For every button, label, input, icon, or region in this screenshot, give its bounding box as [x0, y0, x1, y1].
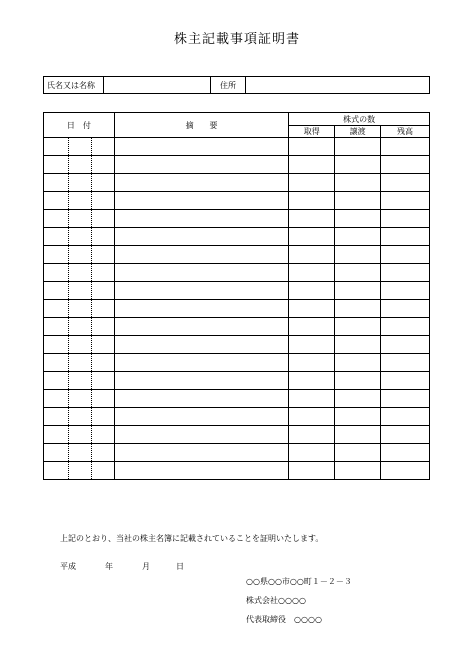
balance-cell[interactable] — [381, 264, 430, 282]
acquired-cell[interactable] — [289, 192, 335, 210]
share-ledger-table — [43, 112, 430, 480]
date-day-cell[interactable] — [91, 444, 114, 462]
balance-cell[interactable] — [381, 444, 430, 462]
balance-cell[interactable] — [381, 210, 430, 228]
date-day-cell[interactable] — [91, 246, 114, 264]
address-field[interactable] — [246, 77, 430, 94]
acquired-cell[interactable] — [289, 372, 335, 390]
date-month-cell[interactable] — [68, 336, 91, 354]
summary-cell[interactable] — [114, 138, 289, 156]
acquired-cell[interactable] — [289, 210, 335, 228]
date-month-cell[interactable] — [68, 462, 91, 480]
name-field[interactable] — [104, 77, 211, 94]
summary-cell[interactable] — [114, 390, 289, 408]
shareholder-info-table — [43, 76, 430, 94]
date-era: 平成 — [60, 562, 76, 571]
summary-cell[interactable] — [114, 174, 289, 192]
balance-cell[interactable] — [381, 462, 430, 480]
balance-cell[interactable] — [381, 372, 430, 390]
summary-cell[interactable] — [114, 354, 289, 372]
date-month-cell[interactable] — [68, 264, 91, 282]
summary-header: 摘 要 — [114, 113, 289, 138]
date-header: 日 付 — [44, 113, 115, 138]
date-year-cell[interactable] — [44, 228, 69, 246]
transferred-cell[interactable] — [335, 210, 381, 228]
date-day-cell[interactable] — [91, 228, 114, 246]
balance-cell[interactable] — [381, 390, 430, 408]
date-month-cell[interactable] — [68, 300, 91, 318]
summary-cell[interactable] — [114, 372, 289, 390]
ledger-row — [44, 228, 430, 246]
transferred-cell[interactable] — [335, 282, 381, 300]
transferred-cell[interactable] — [335, 336, 381, 354]
ledger-row — [44, 390, 430, 408]
acquired-cell[interactable] — [289, 246, 335, 264]
date-day-cell[interactable] — [91, 156, 114, 174]
balance-cell[interactable] — [381, 282, 430, 300]
transferred-cell[interactable] — [335, 138, 381, 156]
acquired-cell[interactable] — [289, 390, 335, 408]
summary-cell[interactable] — [114, 264, 289, 282]
name-label: 氏名又は名称 — [44, 77, 104, 94]
ledger-row — [44, 210, 430, 228]
transferred-cell[interactable] — [335, 426, 381, 444]
date-month-cell[interactable] — [68, 192, 91, 210]
summary-cell[interactable] — [114, 444, 289, 462]
ledger-row — [44, 138, 430, 156]
date-month-cell[interactable] — [68, 174, 91, 192]
transferred-cell[interactable] — [335, 354, 381, 372]
acquired-cell[interactable] — [289, 408, 335, 426]
ledger-row — [44, 426, 430, 444]
acquired-cell[interactable] — [289, 174, 335, 192]
balance-cell[interactable] — [381, 246, 430, 264]
acquired-cell[interactable] — [289, 138, 335, 156]
date-day-cell[interactable] — [91, 408, 114, 426]
balance-cell[interactable] — [381, 426, 430, 444]
balance-cell[interactable] — [381, 228, 430, 246]
date-month-cell[interactable] — [68, 444, 91, 462]
date-day-cell[interactable] — [91, 174, 114, 192]
summary-cell[interactable] — [114, 300, 289, 318]
acquired-header: 取得 — [289, 126, 335, 138]
date-day-cell[interactable] — [91, 372, 114, 390]
date-day-cell[interactable] — [91, 426, 114, 444]
acquired-cell[interactable] — [289, 228, 335, 246]
date-year-cell[interactable] — [44, 462, 69, 480]
date-day-cell[interactable] — [91, 264, 114, 282]
balance-cell[interactable] — [381, 300, 430, 318]
ledger-row — [44, 192, 430, 210]
ledger-row — [44, 444, 430, 462]
date-year-cell[interactable] — [44, 336, 69, 354]
ledger-rows — [44, 138, 430, 480]
ledger-row — [44, 462, 430, 480]
balance-cell[interactable] — [381, 408, 430, 426]
certification-statement: 上記のとおり、当社の株主名簿に記載されていることを証明いたします。 — [60, 534, 324, 543]
summary-cell[interactable] — [114, 318, 289, 336]
ledger-row — [44, 174, 430, 192]
summary-cell[interactable] — [114, 336, 289, 354]
acquired-cell[interactable] — [289, 462, 335, 480]
representative-name: 代表取締役 ○○○○ — [246, 615, 322, 624]
date-year-cell[interactable] — [44, 174, 69, 192]
balance-cell[interactable] — [381, 174, 430, 192]
ledger-row — [44, 372, 430, 390]
summary-cell[interactable] — [114, 192, 289, 210]
balance-cell[interactable] — [381, 138, 430, 156]
date-month-cell[interactable] — [68, 156, 91, 174]
date-year-cell[interactable] — [44, 156, 69, 174]
date-year-cell[interactable] — [44, 372, 69, 390]
date-year-cell[interactable] — [44, 192, 69, 210]
date-day-cell[interactable] — [91, 336, 114, 354]
summary-cell[interactable] — [114, 408, 289, 426]
address-label: 住所 — [211, 77, 246, 94]
date-year: 年 — [105, 562, 113, 571]
date-month-cell[interactable] — [68, 138, 91, 156]
acquired-cell[interactable] — [289, 282, 335, 300]
ledger-row — [44, 336, 430, 354]
ledger-row — [44, 156, 430, 174]
date-year-cell[interactable] — [44, 426, 69, 444]
acquired-cell[interactable] — [289, 300, 335, 318]
balance-header: 残高 — [381, 126, 430, 138]
balance-cell[interactable] — [381, 336, 430, 354]
date-month-cell[interactable] — [68, 408, 91, 426]
ledger-row — [44, 264, 430, 282]
date-year-cell[interactable] — [44, 300, 69, 318]
date-month-cell[interactable] — [68, 390, 91, 408]
date-year-cell[interactable] — [44, 390, 69, 408]
document-title: 株主記載事項証明書 — [173, 32, 300, 47]
balance-cell[interactable] — [381, 192, 430, 210]
summary-cell[interactable] — [114, 426, 289, 444]
acquired-cell[interactable] — [289, 318, 335, 336]
ledger-row — [44, 354, 430, 372]
date-year-cell[interactable] — [44, 264, 69, 282]
transferred-cell[interactable] — [335, 408, 381, 426]
summary-cell[interactable] — [114, 282, 289, 300]
ledger-row — [44, 408, 430, 426]
acquired-cell[interactable] — [289, 426, 335, 444]
balance-cell[interactable] — [381, 156, 430, 174]
company-name: 株式会社○○○○ — [246, 596, 306, 605]
acquired-cell[interactable] — [289, 354, 335, 372]
acquired-cell[interactable] — [289, 156, 335, 174]
transferred-cell[interactable] — [335, 372, 381, 390]
acquired-cell[interactable] — [289, 444, 335, 462]
balance-cell[interactable] — [381, 354, 430, 372]
ledger-row — [44, 318, 430, 336]
date-year-cell[interactable] — [44, 138, 69, 156]
date-month-cell[interactable] — [68, 210, 91, 228]
date-year-cell[interactable] — [44, 246, 69, 264]
date-month-cell[interactable] — [68, 246, 91, 264]
date-day-cell[interactable] — [91, 210, 114, 228]
summary-cell[interactable] — [114, 156, 289, 174]
date-year-cell[interactable] — [44, 354, 69, 372]
transferred-cell[interactable] — [335, 300, 381, 318]
date-day-cell[interactable] — [91, 354, 114, 372]
date-month-cell[interactable] — [68, 354, 91, 372]
ledger-row — [44, 282, 430, 300]
company-address: ○○県○○市○○町１－２－３ — [246, 577, 352, 586]
acquired-cell[interactable] — [289, 336, 335, 354]
date-month: 月 — [142, 562, 150, 571]
transferred-cell[interactable] — [335, 318, 381, 336]
date-day-cell[interactable] — [91, 390, 114, 408]
transferred-cell[interactable] — [335, 462, 381, 480]
transferred-cell[interactable] — [335, 174, 381, 192]
summary-cell[interactable] — [114, 246, 289, 264]
shares-header: 株式の数 — [289, 113, 430, 126]
summary-cell[interactable] — [114, 228, 289, 246]
date-day-cell[interactable] — [91, 300, 114, 318]
date-day: 日 — [176, 562, 184, 571]
ledger-row — [44, 246, 430, 264]
transferred-cell[interactable] — [335, 390, 381, 408]
date-year-cell[interactable] — [44, 444, 69, 462]
date-day-cell[interactable] — [91, 462, 114, 480]
date-year-cell[interactable] — [44, 282, 69, 300]
date-year-cell[interactable] — [44, 318, 69, 336]
date-month-cell[interactable] — [68, 318, 91, 336]
transferred-cell[interactable] — [335, 264, 381, 282]
date-day-cell[interactable] — [91, 282, 114, 300]
date-year-cell[interactable] — [44, 408, 69, 426]
summary-cell[interactable] — [114, 462, 289, 480]
transferred-cell[interactable] — [335, 192, 381, 210]
transferred-header: 譲渡 — [335, 126, 381, 138]
date-month-cell[interactable] — [68, 282, 91, 300]
date-month-cell[interactable] — [68, 426, 91, 444]
transferred-cell[interactable] — [335, 444, 381, 462]
ledger-row — [44, 300, 430, 318]
transferred-cell[interactable] — [335, 246, 381, 264]
date-year-cell[interactable] — [44, 210, 69, 228]
transferred-cell[interactable] — [335, 156, 381, 174]
transferred-cell[interactable] — [335, 228, 381, 246]
date-day-cell[interactable] — [91, 318, 114, 336]
date-month-cell[interactable] — [68, 228, 91, 246]
date-day-cell[interactable] — [91, 138, 114, 156]
summary-cell[interactable] — [114, 210, 289, 228]
date-month-cell[interactable] — [68, 372, 91, 390]
acquired-cell[interactable] — [289, 264, 335, 282]
date-day-cell[interactable] — [91, 192, 114, 210]
balance-cell[interactable] — [381, 318, 430, 336]
